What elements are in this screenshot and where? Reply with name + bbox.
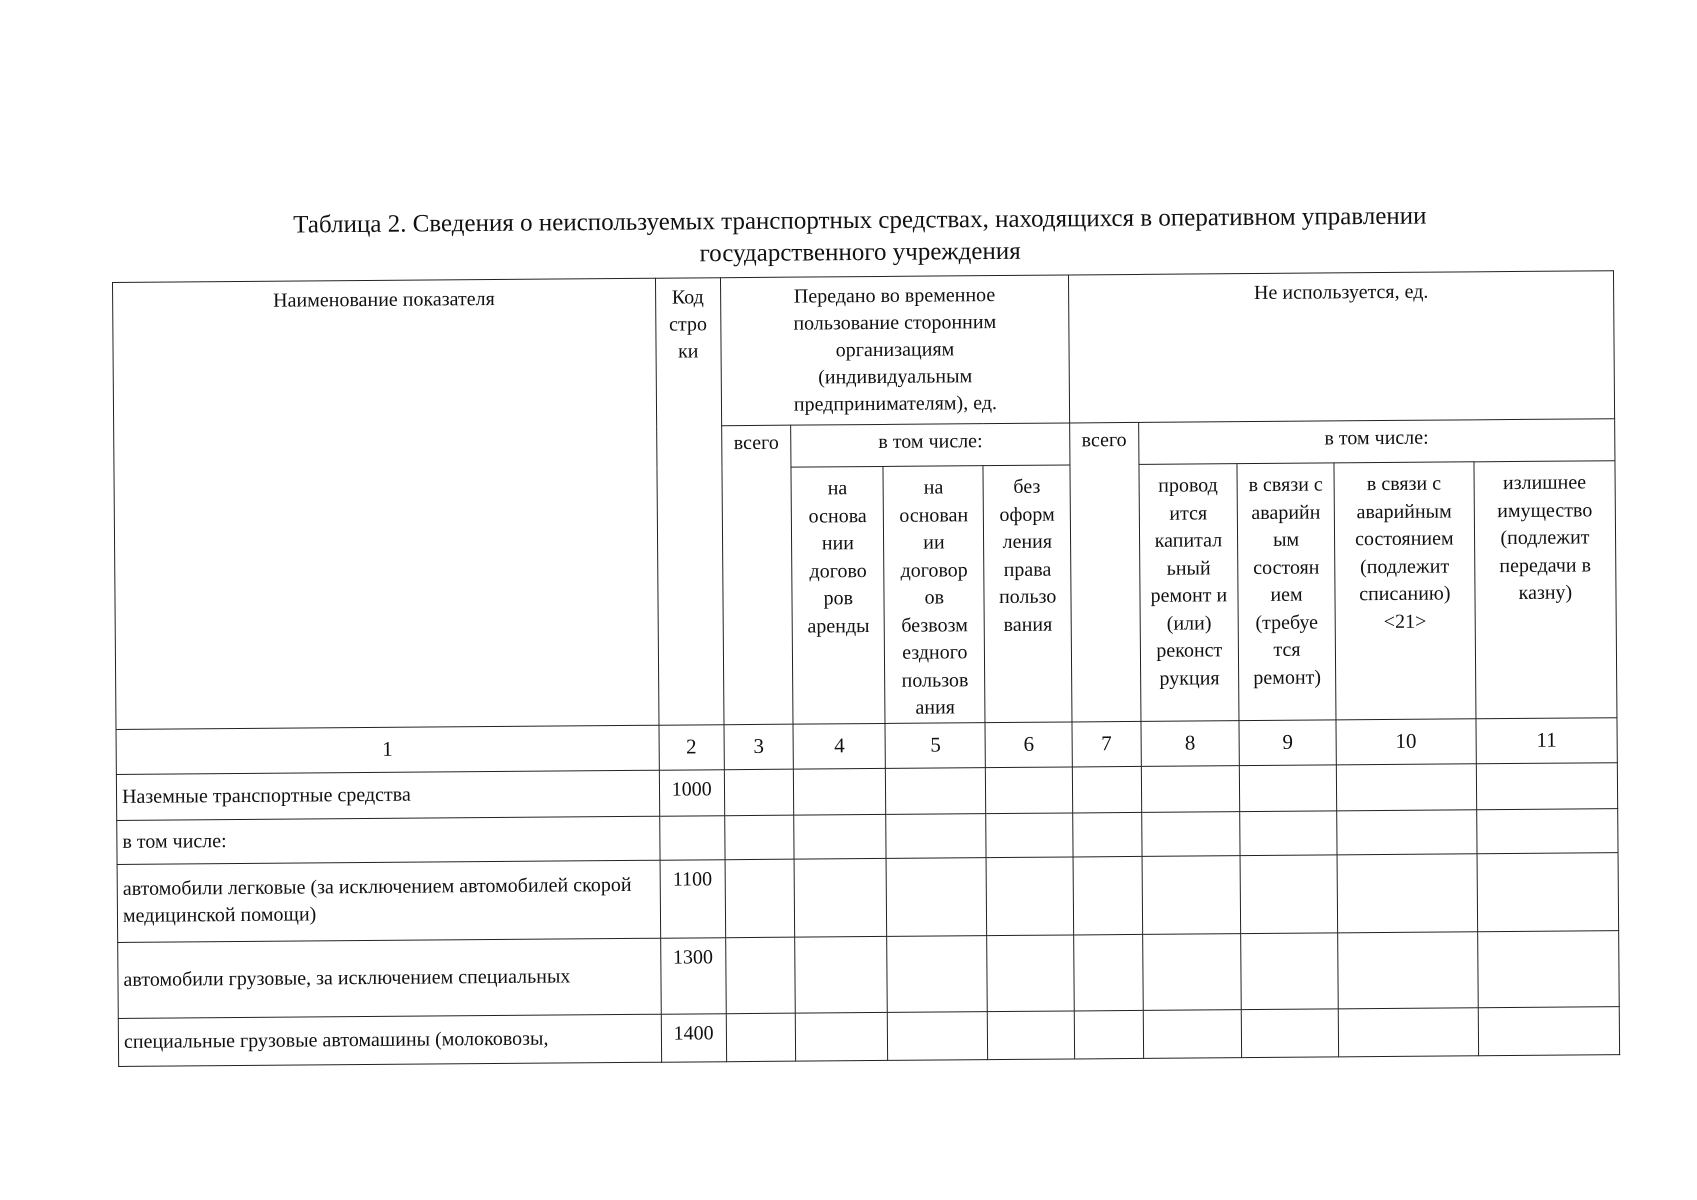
column-number: 1 [116, 725, 659, 774]
data-cell [886, 813, 986, 858]
data-cell [1337, 853, 1478, 932]
header-col-8-overhaul: провод ится капитал ьный ремонт и (или) реконст рукция [1138, 464, 1239, 721]
data-cell [986, 766, 1073, 813]
header-col-4-lease: на основа нии догово ров аренды [791, 466, 885, 723]
header-col-9-emergency-repair: в связи с аварийн ым состоян ием (требуе тся ремонт) [1237, 463, 1336, 720]
header-not-used-including: в том числе: [1138, 419, 1615, 465]
column-number: 8 [1140, 720, 1239, 766]
row-code: 1100 [660, 859, 726, 938]
header-transferred-group: Передано во временное пользование сторонним организациям (индивидуальным предпринимателям), ед. [720, 275, 1070, 426]
table-row [118, 930, 1620, 1018]
header-col-5-free-use: на основан ии договор ов безвозм ездного пользов ания [883, 466, 985, 723]
transport-report-table [112, 270, 1620, 1066]
table-title-line-2: государственного учреждения [699, 237, 1021, 268]
data-cell [886, 767, 986, 814]
data-cell [1338, 1007, 1478, 1056]
column-number: 5 [885, 722, 985, 768]
data-cell [1073, 856, 1142, 935]
header-indicator-name: Наименование показателя [113, 278, 659, 729]
data-cell [725, 859, 795, 938]
data-cell [1476, 762, 1618, 809]
data-cell [1337, 931, 1478, 1008]
row-name: в том числе: [117, 816, 660, 864]
row-name: автомобили легковые (за исключением автомобилей скорой медицинской помощи) [117, 860, 660, 942]
column-number: 7 [1072, 721, 1141, 767]
data-cell [1141, 811, 1240, 856]
data-cell [888, 1011, 988, 1060]
data-cell [794, 814, 887, 859]
data-cell [724, 769, 794, 816]
data-cell [1478, 1006, 1620, 1055]
data-cell [887, 935, 987, 1012]
data-cell [988, 1010, 1075, 1059]
data-cell [794, 768, 887, 815]
header-transferred-including: в том числе: [791, 423, 1070, 467]
header-row-code: Код стро ки [655, 278, 724, 725]
data-cell [725, 937, 795, 1014]
table-row [117, 852, 1619, 942]
table-title [120, 199, 1600, 275]
data-cell [726, 1013, 796, 1062]
data-cell [986, 856, 1073, 935]
header-not-used-total: всего [1070, 422, 1141, 721]
row-name: Наземные транспортные средства [116, 770, 659, 820]
data-cell [1477, 930, 1619, 1007]
data-cell [1072, 766, 1141, 813]
column-number: 3 [724, 724, 794, 770]
data-cell [1336, 763, 1476, 810]
data-cell [1142, 933, 1241, 1010]
row-code [659, 815, 724, 860]
row-name: специальные грузовые автомашины (молоковозы, [118, 1014, 661, 1066]
row-code: 1300 [660, 937, 726, 1014]
data-cell [795, 936, 888, 1013]
row-code: 1400 [661, 1013, 726, 1062]
data-cell [1241, 932, 1338, 1009]
row-name: автомобили грузовые, за исключением специальных [118, 938, 661, 1018]
column-number: 4 [793, 723, 886, 769]
column-number: 11 [1476, 717, 1618, 763]
data-cell [1477, 852, 1619, 931]
header-not-used-group: Не используется, ед. [1069, 271, 1615, 423]
data-cell [1142, 855, 1241, 934]
table-title-line-1: Таблица 2. Сведения о неиспользуемых транспортных средствах, находящихся в оперативном управлении [293, 202, 1427, 239]
header-col-6-no-formalization: без оформ ления права пользо вания [983, 465, 1072, 722]
data-cell [795, 1012, 888, 1061]
column-number: 9 [1239, 719, 1336, 765]
data-cell [1240, 764, 1337, 811]
header-transferred-total: всего [721, 425, 793, 724]
data-cell [886, 857, 986, 936]
data-cell [794, 858, 887, 937]
data-cell [1143, 1009, 1242, 1058]
data-cell [1074, 1010, 1143, 1059]
data-cell [1240, 810, 1337, 855]
data-cell [987, 934, 1074, 1011]
data-cell [1074, 934, 1143, 1011]
data-cell [986, 812, 1073, 857]
data-cell [1477, 808, 1619, 853]
data-cell [1240, 854, 1337, 933]
data-cell [1073, 812, 1142, 857]
column-number: 10 [1336, 718, 1476, 764]
row-code: 1000 [659, 769, 724, 816]
column-number: 6 [985, 721, 1072, 767]
data-cell [1141, 765, 1240, 812]
data-cell [1241, 1008, 1338, 1057]
column-number: 2 [659, 724, 724, 770]
data-cell [724, 815, 794, 860]
header-col-11-surplus-property: излишнее имущество (подлежит передачи в казну) [1474, 461, 1617, 719]
header-col-10-emergency-writeoff: в связи с аварийным состоянием (подлежит списанию) <21> [1334, 462, 1476, 720]
data-cell [1337, 809, 1477, 854]
